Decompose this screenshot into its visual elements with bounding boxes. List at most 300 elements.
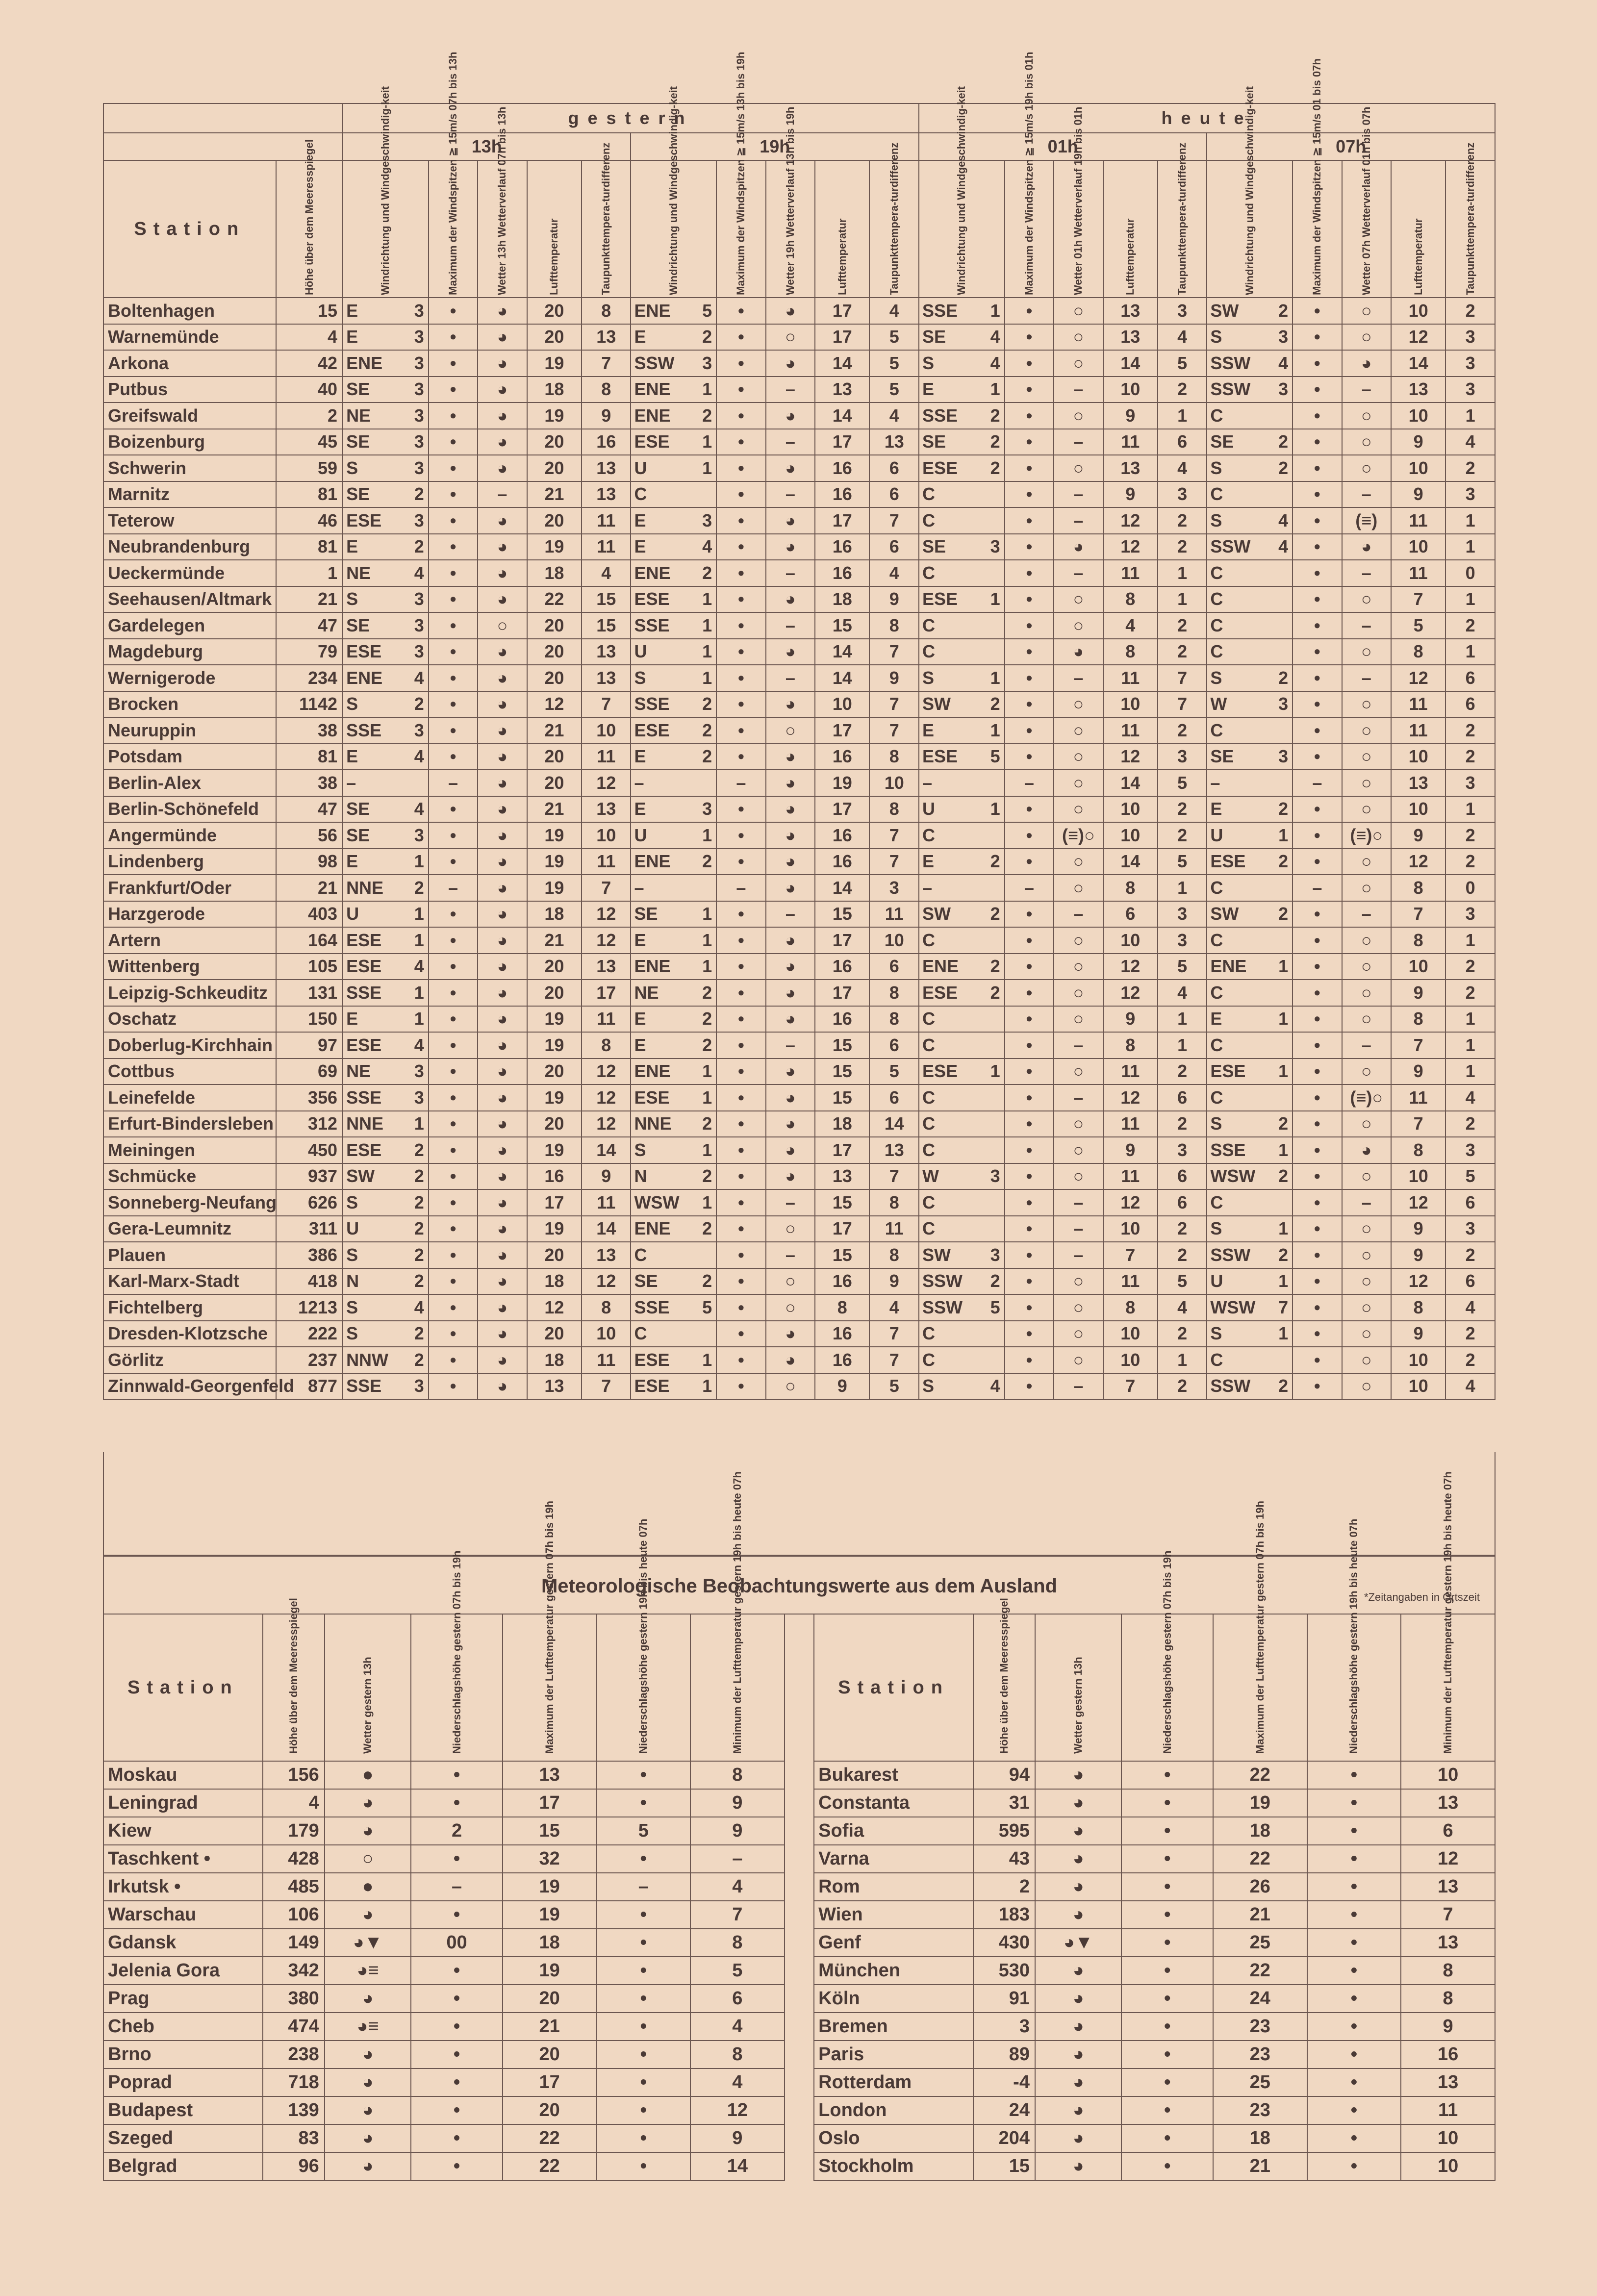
- altitude-value: 626: [276, 1189, 343, 1216]
- weather-symbol: ◕: [478, 717, 527, 744]
- wind-cell: [1207, 1216, 1293, 1242]
- wind-speed: 1: [414, 1009, 424, 1029]
- foreign-station-name: Gdansk: [103, 1929, 263, 1957]
- wind-cell: [1207, 639, 1293, 665]
- wind-cell: [631, 377, 716, 403]
- wind-cell: [631, 1242, 716, 1268]
- wind-cell: [1207, 507, 1293, 534]
- wind-speed: 1: [1278, 1009, 1289, 1029]
- wind-cell: [631, 980, 716, 1006]
- foreign-min-header-right: Minimum der Lufttemperatur gestern 19h bis heute 07h: [1401, 1614, 1495, 1761]
- wind-cell: [919, 1111, 1005, 1137]
- altitude-value: 937: [276, 1163, 343, 1190]
- weather-symbol: ○: [1342, 403, 1391, 429]
- foreign-station-header-left: Station: [103, 1614, 263, 1761]
- foreign-altitude: 204: [973, 2124, 1035, 2152]
- foreign-altitude: 428: [263, 1845, 325, 1873]
- foreign-altitude: 485: [263, 1873, 325, 1901]
- gust-value: •: [1005, 691, 1054, 718]
- dew-point-difference: 7: [869, 691, 919, 718]
- gust-value: •: [716, 1059, 765, 1085]
- air-temperature: 11: [1103, 1111, 1158, 1137]
- dew-point-difference: 7: [869, 717, 919, 744]
- wind-speed: 7: [1278, 1297, 1289, 1317]
- wind-direction: C: [922, 1113, 935, 1134]
- wind-direction: E: [1210, 1009, 1222, 1029]
- air-temperature: 11: [1103, 429, 1158, 455]
- wind-direction: SSW: [1210, 379, 1251, 400]
- wind-direction: ESE: [346, 641, 382, 662]
- station-name: Marnitz: [103, 481, 276, 508]
- weather-symbol: ◕: [766, 1347, 815, 1373]
- dew-point-difference: 2: [1445, 455, 1495, 481]
- dew-point-difference: 2: [1158, 534, 1207, 560]
- weather-symbol: ◕: [478, 665, 527, 691]
- wind-speed: 2: [990, 982, 1000, 1003]
- gust-value: •: [1293, 350, 1342, 377]
- foreign-max-temp: 22: [503, 2152, 597, 2180]
- wind-speed: 1: [702, 431, 712, 452]
- foreign-altitude-header-right: Höhe über dem Meeresspiegel: [973, 1614, 1035, 1761]
- weather-symbol: ○: [766, 1268, 815, 1295]
- wind-direction: C: [1210, 877, 1223, 898]
- wind-07h-header: Windrichtung und Windgeschwindig-keit: [1207, 160, 1293, 298]
- wind-cell: [631, 1032, 716, 1059]
- wind-cell: [1207, 744, 1293, 770]
- foreign-weather-symbol: ◕: [1035, 1901, 1121, 1929]
- wind-cell: [919, 560, 1005, 586]
- wind-speed: 1: [1278, 956, 1289, 977]
- wind-cell: [1207, 1163, 1293, 1190]
- weather-symbol: ◕: [1054, 534, 1103, 560]
- gust-value: •: [716, 901, 765, 928]
- gust-value: •: [1005, 954, 1054, 980]
- wind-direction: S: [1210, 667, 1222, 688]
- wind-cell: [631, 691, 716, 718]
- gust-value: •: [429, 560, 478, 586]
- foreign-precip-night: •: [1307, 1817, 1401, 1845]
- blank-area: [103, 1452, 1496, 1556]
- wind-cell: [919, 507, 1005, 534]
- weather-symbol: ◕: [478, 350, 527, 377]
- air-temperature: 8: [1391, 875, 1445, 901]
- dew-point-difference: 3: [1158, 298, 1207, 324]
- wind-cell: [343, 717, 429, 744]
- dew-point-difference: 2: [1445, 822, 1495, 849]
- wind-direction: E: [634, 799, 646, 819]
- wind-direction: SSE: [346, 982, 382, 1003]
- gust-value: •: [1005, 612, 1054, 639]
- altitude-value: 1142: [276, 691, 343, 718]
- dew-point-difference: 6: [1445, 1268, 1495, 1295]
- gust-value: –: [716, 770, 765, 796]
- wind-speed: 1: [990, 379, 1000, 400]
- foreign-title-bar: [103, 1556, 1496, 1615]
- air-temperature: 19: [527, 1137, 582, 1163]
- wind-speed: 2: [990, 904, 1000, 924]
- weather-symbol: ◕: [478, 1294, 527, 1321]
- station-row: [103, 1321, 1495, 1347]
- gust-value: •: [1005, 534, 1054, 560]
- gust-value: •: [429, 481, 478, 508]
- air-temperature: 17: [815, 298, 869, 324]
- wind-speed: 2: [414, 1271, 424, 1291]
- foreign-precip-day: •: [1121, 1789, 1213, 1817]
- foreign-weather-symbol: ◕≡: [325, 1957, 411, 1985]
- air-temperature: 8: [1103, 1032, 1158, 1059]
- weather-symbol: ◕: [1054, 639, 1103, 665]
- wind-cell: [343, 954, 429, 980]
- wind-cell: [343, 429, 429, 455]
- air-temperature: 9: [1391, 481, 1445, 508]
- weather-symbol: ◕: [478, 849, 527, 875]
- weather-symbol: ○: [1054, 691, 1103, 718]
- altitude-value: 59: [276, 455, 343, 481]
- wind-speed: 4: [414, 1297, 424, 1317]
- wind-direction: SE: [346, 431, 370, 452]
- wind-cell: [1207, 324, 1293, 351]
- weather-symbol: ○: [1054, 1059, 1103, 1085]
- wind-direction: SE: [922, 431, 946, 452]
- foreign-weather-header-right: Wetter gestern 13h: [1035, 1614, 1121, 1761]
- altitude-value: 47: [276, 612, 343, 639]
- wind-direction: ENE: [634, 379, 671, 400]
- weather-symbol: ◕: [478, 586, 527, 613]
- wind-cell: [631, 586, 716, 613]
- dew-point-difference: 1: [1158, 1006, 1207, 1033]
- time-19h-header: 19h: [631, 133, 919, 160]
- dew-point-difference: 6: [1445, 665, 1495, 691]
- wind-direction: ENE: [634, 851, 671, 872]
- wind-direction: SE: [346, 615, 370, 635]
- wind-speed: 3: [702, 799, 712, 819]
- weather-symbol: –: [766, 612, 815, 639]
- gust-value: •: [716, 849, 765, 875]
- air-temperature: 9: [1103, 1137, 1158, 1163]
- foreign-min-temp: –: [690, 1845, 785, 1873]
- gust-01h-header: Maximum der Windspitzen ≧ 15m/s 19h bis 01h: [1005, 160, 1054, 298]
- gust-value: •: [1293, 822, 1342, 849]
- dew-point-difference: 4: [1158, 1294, 1207, 1321]
- wind-cell: [919, 481, 1005, 508]
- air-temperature: 20: [527, 455, 582, 481]
- altitude-value: 418: [276, 1268, 343, 1295]
- wind-direction: C: [1210, 1034, 1223, 1055]
- gust-value: •: [1293, 298, 1342, 324]
- wind-speed: 3: [414, 1087, 424, 1108]
- wind-speed: 1: [702, 825, 712, 845]
- gust-value: •: [1005, 455, 1054, 481]
- air-temperature: 9: [815, 1373, 869, 1400]
- weather-symbol: ○: [766, 324, 815, 351]
- wind-speed: 1: [414, 904, 424, 924]
- weather-symbol: –: [1054, 560, 1103, 586]
- dew-point-difference: 3: [1158, 901, 1207, 928]
- wind-direction: C: [922, 510, 935, 530]
- station-row: [103, 377, 1495, 403]
- wind-direction: E: [634, 746, 646, 767]
- wind-speed: 5: [990, 1297, 1000, 1317]
- station-row: [103, 403, 1495, 429]
- gust-value: •: [1293, 980, 1342, 1006]
- gust-value: •: [429, 1321, 478, 1347]
- wind-direction: E: [634, 1009, 646, 1029]
- dew-point-difference: 2: [1158, 796, 1207, 823]
- wind-direction: SSE: [346, 1087, 382, 1108]
- weather-symbol: ○: [766, 717, 815, 744]
- wind-cell: [1207, 770, 1293, 796]
- wind-speed: 3: [414, 825, 424, 845]
- wind-cell: [631, 744, 716, 770]
- wind-speed: 4: [414, 799, 424, 819]
- air-temperature: 12: [1103, 744, 1158, 770]
- wind-speed: 2: [702, 1009, 712, 1029]
- dew-point-difference: 8: [869, 612, 919, 639]
- weather-symbol: (≡)○: [1342, 822, 1391, 849]
- foreign-row: [103, 2124, 1495, 2152]
- altitude-value: 105: [276, 954, 343, 980]
- foreign-altitude: 595: [973, 1817, 1035, 1845]
- station-row: [103, 901, 1495, 928]
- station-row: [103, 639, 1495, 665]
- weather-symbol: ○: [1342, 1294, 1391, 1321]
- wind-direction: C: [1210, 930, 1223, 950]
- station-row: [103, 1059, 1495, 1085]
- gust-value: •: [716, 1294, 765, 1321]
- weather-symbol: ◕: [766, 744, 815, 770]
- gust-value: •: [716, 717, 765, 744]
- wind-direction: SE: [346, 799, 370, 819]
- weather-symbol: (≡)○: [1054, 822, 1103, 849]
- dew-01h-header: Taupunkttempera-turdifferenz: [1158, 160, 1207, 298]
- station-row: [103, 980, 1495, 1006]
- air-temperature: 18: [815, 1111, 869, 1137]
- wind-direction: E: [346, 536, 358, 557]
- foreign-min-temp: 14: [690, 2152, 785, 2180]
- weather-symbol: ◕: [478, 507, 527, 534]
- wind-direction: SSW: [922, 1297, 963, 1317]
- gust-value: –: [716, 875, 765, 901]
- foreign-precip2-header-right: Niederschlagshöhe gestern 19h bis heute 07h: [1307, 1614, 1401, 1761]
- foreign-station-name: Wien: [814, 1901, 973, 1929]
- gust-value: •: [1293, 691, 1342, 718]
- air-temperature: 11: [1103, 665, 1158, 691]
- air-temperature: 11: [1103, 560, 1158, 586]
- foreign-station-name: Köln: [814, 1985, 973, 2013]
- wind-direction: ENE: [1210, 956, 1247, 977]
- foreign-max-temp: 25: [1213, 2069, 1307, 2096]
- station-name: Magdeburg: [103, 639, 276, 665]
- foreign-max-temp: 18: [503, 1929, 597, 1957]
- foreign-max-temp: 20: [503, 1985, 597, 2013]
- wind-cell: [631, 901, 716, 928]
- foreign-weather-symbol: ◕: [325, 1817, 411, 1845]
- weather-symbol: ○: [1342, 1111, 1391, 1137]
- heute-header: heute: [919, 103, 1495, 133]
- foreign-precip-day: •: [1121, 1901, 1213, 1929]
- wind-speed: 2: [702, 1218, 712, 1239]
- wind-cell: [631, 665, 716, 691]
- wind-cell: [343, 1242, 429, 1268]
- dew-point-difference: 7: [869, 849, 919, 875]
- weather-symbol: ◕: [478, 324, 527, 351]
- foreign-min-temp: 4: [690, 2069, 785, 2096]
- station-name: Cottbus: [103, 1059, 276, 1085]
- gust-value: •: [1005, 429, 1054, 455]
- foreign-altitude: 430: [973, 1929, 1035, 1957]
- air-temperature: 4: [1103, 612, 1158, 639]
- foreign-precip-day: •: [411, 1845, 503, 1873]
- gust-value: •: [1293, 1347, 1342, 1373]
- wind-speed: 1: [1278, 825, 1289, 845]
- wind-speed: 3: [1278, 746, 1289, 767]
- wind-cell: [631, 1321, 716, 1347]
- altitude-value: 1213: [276, 1294, 343, 1321]
- dew-point-difference: 5: [1158, 849, 1207, 875]
- air-temperature: 12: [1391, 324, 1445, 351]
- wind-direction: ENE: [346, 667, 383, 688]
- air-temperature: 13: [527, 1373, 582, 1400]
- foreign-altitude: 31: [973, 1789, 1035, 1817]
- dew-point-difference: 13: [869, 429, 919, 455]
- temp-19h-header: Lufttemperatur: [815, 160, 869, 298]
- weather-symbol: ○: [1054, 1321, 1103, 1347]
- air-temperature: 20: [527, 1242, 582, 1268]
- station-name: Doberlug-Kirchhain: [103, 1032, 276, 1059]
- dew-point-difference: 1: [1445, 507, 1495, 534]
- station-name: Berlin-Schönefeld: [103, 796, 276, 823]
- column-separator: [785, 1901, 814, 1929]
- dew-point-difference: 4: [869, 1294, 919, 1321]
- air-temperature: 15: [815, 1242, 869, 1268]
- weather-symbol: ◕: [478, 1347, 527, 1373]
- foreign-title: Meteorologische Beobachtungswerte aus dem Ausland: [541, 1575, 1058, 1597]
- dew-point-difference: 7: [869, 1163, 919, 1190]
- wind-cell: [631, 324, 716, 351]
- dew-point-difference: 2: [1158, 1242, 1207, 1268]
- air-temperature: 10: [1391, 796, 1445, 823]
- foreign-precip-day: •: [411, 1957, 503, 1985]
- air-temperature: 19: [527, 849, 582, 875]
- weather-symbol: ◕: [766, 1006, 815, 1033]
- foreign-precip-day: 00: [411, 1929, 503, 1957]
- air-temperature: 14: [815, 350, 869, 377]
- weather-symbol: ◕: [478, 1321, 527, 1347]
- wind-direction: S: [922, 353, 934, 373]
- foreign-weather-symbol: ◕: [325, 2096, 411, 2124]
- wind-speed: 3: [414, 327, 424, 347]
- foreign-max-header-right: Maximum der Lufttemperatur gestern 07h bis 19h: [1213, 1614, 1307, 1761]
- foreign-precip-night: •: [1307, 1901, 1401, 1929]
- foreign-min-temp: 10: [1401, 2124, 1495, 2152]
- weather-symbol: ○: [1342, 796, 1391, 823]
- gust-value: •: [1005, 849, 1054, 875]
- wind-cell: [919, 1137, 1005, 1163]
- wind-cell: [343, 744, 429, 770]
- weather-symbol: ◕: [766, 1059, 815, 1085]
- gust-value: –: [1293, 875, 1342, 901]
- station-row: [103, 298, 1495, 324]
- weather-symbol: ◕: [766, 586, 815, 613]
- station-name: Arkona: [103, 350, 276, 377]
- foreign-min-temp: 9: [690, 1817, 785, 1845]
- foreign-min-temp: 4: [690, 1873, 785, 1901]
- foreign-max-temp: 32: [503, 1845, 597, 1873]
- weather-symbol: ◕: [478, 1163, 527, 1190]
- foreign-precip-day: •: [411, 2096, 503, 2124]
- foreign-min-temp: 13: [1401, 1929, 1495, 1957]
- wind-speed: 3: [414, 353, 424, 373]
- foreign-station-name: Poprad: [103, 2069, 263, 2096]
- weather-symbol: ○: [1342, 1347, 1391, 1373]
- air-temperature: 7: [1103, 1242, 1158, 1268]
- foreign-precip-day: •: [411, 1901, 503, 1929]
- wind-speed: 1: [1278, 1323, 1289, 1344]
- altitude-value: 312: [276, 1111, 343, 1137]
- dew-point-difference: 7: [869, 1347, 919, 1373]
- wind-direction: SSE: [346, 720, 382, 740]
- dew-point-difference: 13: [582, 455, 631, 481]
- air-temperature: 8: [1391, 1006, 1445, 1033]
- dew-point-difference: 2: [1158, 377, 1207, 403]
- dew-point-difference: 13: [582, 796, 631, 823]
- weather-symbol: ◕: [766, 455, 815, 481]
- dew-point-difference: 2: [1158, 507, 1207, 534]
- gust-value: •: [429, 1373, 478, 1400]
- gust-value: •: [716, 350, 765, 377]
- wind-cell: [343, 1373, 429, 1400]
- wind-cell: [1207, 980, 1293, 1006]
- wind-direction: SW: [1210, 904, 1239, 924]
- weather-symbol: ○: [1342, 744, 1391, 770]
- foreign-altitude: 139: [263, 2096, 325, 2124]
- foreign-weather-symbol: ◕: [1035, 2124, 1121, 2152]
- time-07h-header: 07h: [1207, 133, 1495, 160]
- air-temperature: 10: [1103, 796, 1158, 823]
- wind-cell: [343, 586, 429, 613]
- foreign-min-temp: 16: [1401, 2041, 1495, 2069]
- column-separator: [785, 1873, 814, 1901]
- air-temperature: 14: [815, 639, 869, 665]
- wind-direction: –: [1210, 772, 1220, 793]
- foreign-min-temp: 5: [690, 1957, 785, 1985]
- wind-cell: [343, 1163, 429, 1190]
- station-row: [103, 429, 1495, 455]
- weather-symbol: ○: [1342, 1163, 1391, 1190]
- dew-point-difference: 3: [1445, 770, 1495, 796]
- wind-cell: [919, 1189, 1005, 1216]
- wind-direction: ESE: [346, 1034, 382, 1055]
- wind-cell: [343, 927, 429, 954]
- weather-symbol: (≡)○: [1342, 1085, 1391, 1111]
- wind-cell: [631, 927, 716, 954]
- station-name: Schmücke: [103, 1163, 276, 1190]
- air-temperature: 19: [527, 403, 582, 429]
- station-row: [103, 455, 1495, 481]
- gust-value: •: [429, 1242, 478, 1268]
- station-name: Putbus: [103, 377, 276, 403]
- air-temperature: 7: [1391, 1032, 1445, 1059]
- wind-direction: ENE: [634, 405, 671, 426]
- wind-direction: NNE: [346, 1113, 384, 1134]
- station-row: [103, 586, 1495, 613]
- foreign-max-temp: 20: [503, 2041, 597, 2069]
- gust-value: •: [429, 1294, 478, 1321]
- station-name: Karl-Marx-Stadt: [103, 1268, 276, 1295]
- weather-symbol: –: [1054, 1189, 1103, 1216]
- wind-speed: 5: [990, 746, 1000, 767]
- wind-direction: ESE: [922, 589, 958, 609]
